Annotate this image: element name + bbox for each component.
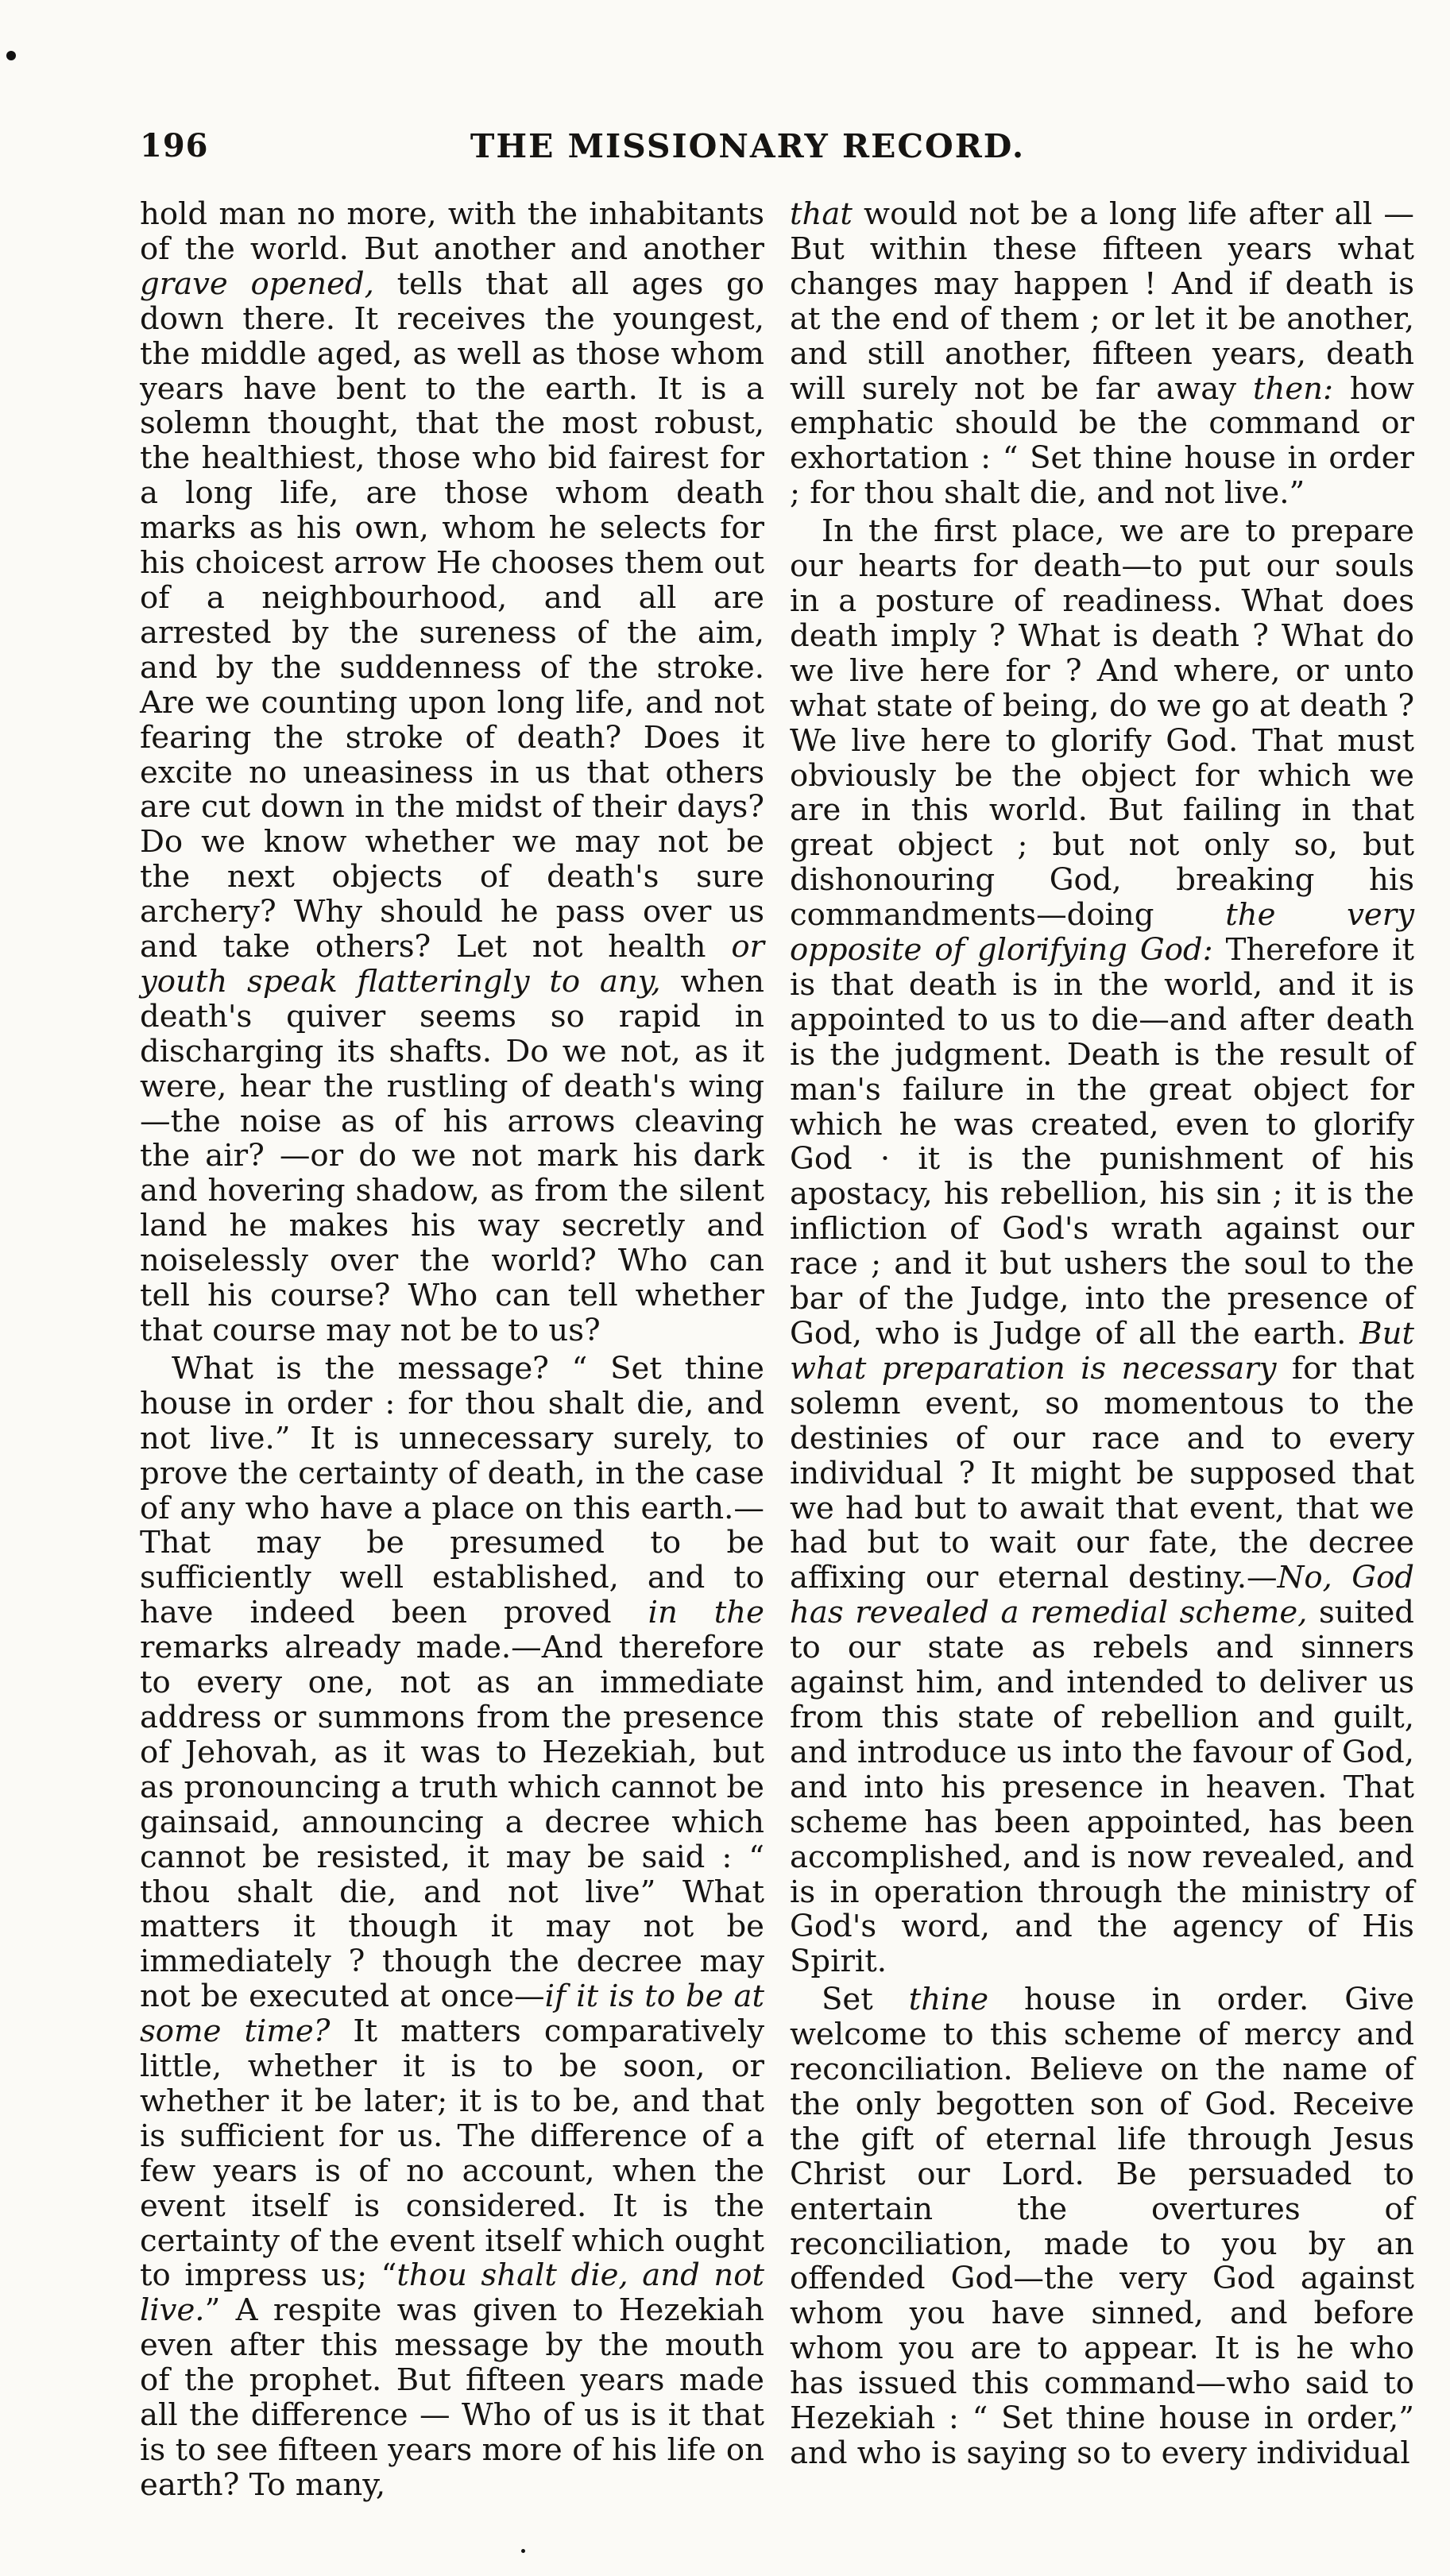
- text-run: remarks already made.—And therefore to every one, not as an immediate address or summons from the presence of Jehovah, as it was to Hezekiah, but as pronouncing a truth which cannot be gainsaid, announcing a decree which cannot be resisted, it may be said : “ thou shalt die, and not live” What matters it though it may not be immediately ? though the decree may not be executed at once—: [140, 1630, 764, 2015]
- page-number: 196: [140, 127, 209, 164]
- text-run: Therefore it is that death is in the world, and it is appointed to us to die—and after death is the judgment. Death is the result of man's failure in the great object for which he was created, even to glorify God · it is the punishment of his apostacy, his rebellion, his sin ; it is the infliction of God's wrath against our race ; and it but ushers the soul to the bar of the Judge, into the presence of God, who is Judge of all the earth.: [790, 932, 1414, 1352]
- text-run: how emphatic should be the command or exhortation : “ Set thine house in order ; for thou shalt die, and not live.”: [790, 370, 1414, 512]
- running-title: THE MISSIONARY RECORD.: [470, 127, 1026, 165]
- italic-text: grave opened,: [140, 265, 374, 302]
- paragraph: [790, 514, 1414, 1979]
- left-column: [140, 196, 765, 2503]
- text-run: house in order. Give welcome to this scheme of mercy and reconciliation. Believe on the name of the only begotten son of God. Receive the gift of eternal life through Jesus Christ our Lord. Be persuaded to entertain the overtures of reconciliation, made to you by an offended God—the very God against whom you have sinned, and before whom you are to appear. It is he who has issued this command—who said to Hezekiah : “ Set thine house in order,” and who is saying so to every individual: [790, 1982, 1414, 2471]
- italic-text: the very opposite of glorifying God:: [790, 897, 1414, 969]
- right-column: [790, 197, 1414, 2470]
- italic-text: if it is to be at some time?: [140, 1978, 765, 2050]
- text-run: In the first place, we are to prepare our hearts for death—to put our souls in a posture of readiness. What does death imply ? What is death ? What do we live here for ? And where, or unto what state of being, do we go at death ? We live here to glorify God. That must obviously be the object for which we are in this world. But failing in that great object ; but not only so, but dishonouring God, breaking his commandments—doing: [790, 513, 1414, 934]
- text-run: It matters comparatively little, whether it is to be soon, or whether it be later; it is to be, and that is sufficient for us. The difference of a few years is of no account, when the event itself is considered. It is the certainty of the event itself which ought to impress us; “: [140, 2013, 764, 2294]
- ink-speck: [6, 51, 16, 60]
- text-run: ” A respite was given to Hezekiah even after this message by the mouth of the prophet. But fifteen years made all the difference — Who of us is it that is to see fifteen years more of his life on earth? To many,: [140, 2292, 764, 2503]
- text-run: for that solemn event, so momentous to the destinies of our race and to every individual ? It might be supposed that we had but to await that event, that we had but to wait our fate, the decree affixing our eternal destiny.—: [790, 1350, 1414, 1596]
- page-header: [140, 127, 1355, 168]
- text-run: would not be a long life after all — But within these fifteen years what changes may happen ! And if death is at the end of them ; or let it be another, and still another, fifteen years, death will surely not be far away: [790, 196, 1414, 407]
- ink-speck: [521, 2549, 525, 2553]
- italic-text: thou shalt die, and not live.: [140, 2257, 764, 2329]
- paragraph: [140, 1352, 764, 2503]
- paragraph: [790, 1982, 1414, 2471]
- italic-text: in the: [648, 1595, 764, 1631]
- text-run: What is the message? “ Set thine house in order : for thou shalt die, and not live.” It is unnecessary surely, to prove the certainty of death, in the case of any who have a place on this earth.—That may be presumed to be sufficiently well established, and to have indeed been proved: [140, 1350, 764, 1631]
- text-run: suited to our state as rebels and sinners against him, and intended to deliver us from this state of rebellion and guilt, and introduce us into the favour of God, and into his presence in heaven. That scheme has been appointed, has been accomplished, and is now revealed, and is in operation through the ministry of God's word, and the agency of His Spirit.: [790, 1595, 1414, 1980]
- paragraph: [790, 197, 1414, 511]
- text-run: Set: [822, 1982, 909, 2018]
- italic-text: No, God has revealed a remedial scheme,: [790, 1560, 1414, 1631]
- text-run: when death's quiver seems so rapid in discharging its shafts. Do we not, as it were, hear the rustling of death's wing—the noise as of his arrows cleaving the air? —or do we not mark his dark and hovering shadow, as from the silent land he makes his way secretly and noiselessly over the world? Who can tell his course? Who can tell whether that course may not be to us?: [140, 963, 765, 1348]
- italic-text: or youth speak flatteringly to any,: [140, 929, 764, 1000]
- italic-text: that: [790, 196, 853, 232]
- italic-text: then:: [1252, 370, 1334, 407]
- text-run: tells that all ages go down there. It receives the youngest, the middle aged, as well as those whom years have bent to the earth. It is a solemn thought, that the most robust, the healthiest, those who bid fairest for a long life, are those whom death marks as his own, whom he selects for his choicest arrow He chooses them out of a neighbourhood, and all are arrested by the sureness of the aim, and by the suddenness of the stroke. Are we counting upon long life, and not fearing the stroke of death? Does it excite no uneasiness in us that others are cut down in the midst of their days? Do we know whether we may not be the next objects of death's sure archery? Why should he pass over us and take others? Let not health: [140, 265, 764, 965]
- paragraph: [140, 197, 764, 1348]
- italic-text: thine: [908, 1982, 989, 2018]
- text-run: hold man no more, with the inhabitants of the world. But another and another: [140, 196, 764, 267]
- italic-text: But what preparation is necessary: [790, 1316, 1414, 1387]
